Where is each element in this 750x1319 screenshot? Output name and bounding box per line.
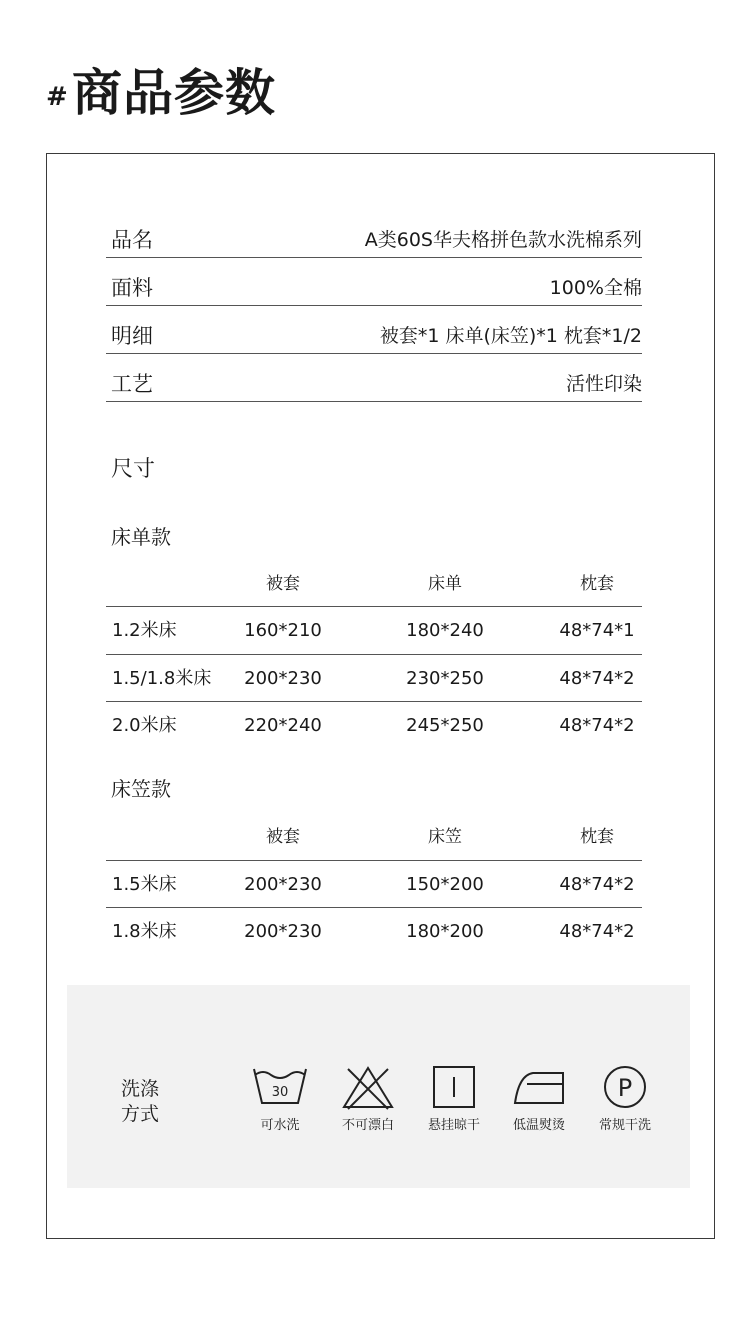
param-label: 明细 [111,324,153,348]
column-header: 枕套 [580,574,614,594]
wash-caption: 悬挂晾干 [427,1118,481,1133]
wash-care-label-line: 方式 [121,1103,160,1125]
table-row [106,701,642,749]
param-value: 100%全棉 [549,277,642,299]
table-cell: 245*250 [406,715,484,736]
param-row-process [106,354,642,402]
bed-size-cell: 2.0米床 [112,715,177,736]
table-cell: 200*230 [244,874,322,895]
wash-caption: 低温熨烫 [512,1118,566,1133]
wash-care-label [121,1077,181,1127]
column-header: 被套 [266,574,300,594]
fitted-style-title: 床笠款 [111,777,171,801]
param-label: 品名 [111,228,153,252]
bed-size-cell: 1.5米床 [112,874,177,895]
table-cell: 180*240 [406,620,484,641]
column-header: 床笠 [428,827,462,847]
wash-item-machine-wash [245,1065,315,1145]
table-row [106,907,642,955]
bed-size-cell: 1.2米床 [112,620,177,641]
param-row-contents [106,306,642,354]
table-cell: 48*74*2 [559,874,635,895]
hash-mark: # [46,82,68,112]
table-cell: 180*200 [406,921,484,942]
wash-item-dry-clean [590,1065,660,1145]
low-iron-icon [511,1065,567,1111]
wash-temp-text: 30 [271,1085,289,1100]
param-label: 工艺 [111,372,153,396]
param-value: 被套*1 床单(床笠)*1 枕套*1/2 [379,325,642,347]
column-header: 枕套 [580,827,614,847]
wash-30-icon [251,1065,309,1109]
table-row [106,606,642,654]
wash-item-hang-dry [419,1065,489,1145]
wash-caption: 不可漂白 [341,1118,395,1133]
param-value: A类60S华夫格拼色款水洗棉系列 [364,229,642,251]
param-label: 面料 [111,276,153,300]
param-row-fabric [106,258,642,306]
dry-clean-letter: P [617,1074,633,1102]
table-row [106,860,642,908]
param-value: 活性印染 [565,373,642,395]
table-cell: 48*74*2 [559,668,635,689]
bed-size-cell: 1.8米床 [112,921,177,942]
sheet-style-title: 床单款 [111,525,171,549]
hang-dry-icon [430,1065,478,1111]
column-header: 床单 [428,574,462,594]
table-cell: 200*230 [244,668,322,689]
wash-caption: 常规干洗 [598,1118,652,1133]
sheet-table-header [106,572,642,602]
spec-card [46,153,715,1239]
page-title: 商品参数 [72,64,276,122]
table-cell: 150*200 [406,874,484,895]
fitted-table-header [106,825,642,855]
wash-caption: 可水洗 [260,1118,300,1133]
bed-size-cell: 1.5/1.8米床 [112,668,212,689]
column-header: 被套 [266,827,300,847]
table-cell: 230*250 [406,668,484,689]
table-cell: 48*74*2 [559,921,635,942]
table-cell: 220*240 [244,715,322,736]
table-cell: 200*230 [244,921,322,942]
table-cell: 48*74*2 [559,715,635,736]
wash-item-low-iron [504,1065,574,1145]
wash-care-panel [67,985,690,1188]
table-cell: 160*210 [244,620,322,641]
no-bleach-icon [340,1065,396,1111]
table-row [106,654,642,702]
size-section-title: 尺寸 [111,457,156,482]
param-row-name [106,210,642,258]
dry-clean-p-icon [600,1065,650,1111]
wash-care-label-line: 洗涤 [121,1078,160,1100]
table-cell: 48*74*1 [559,620,635,641]
wash-item-no-bleach [333,1065,403,1145]
